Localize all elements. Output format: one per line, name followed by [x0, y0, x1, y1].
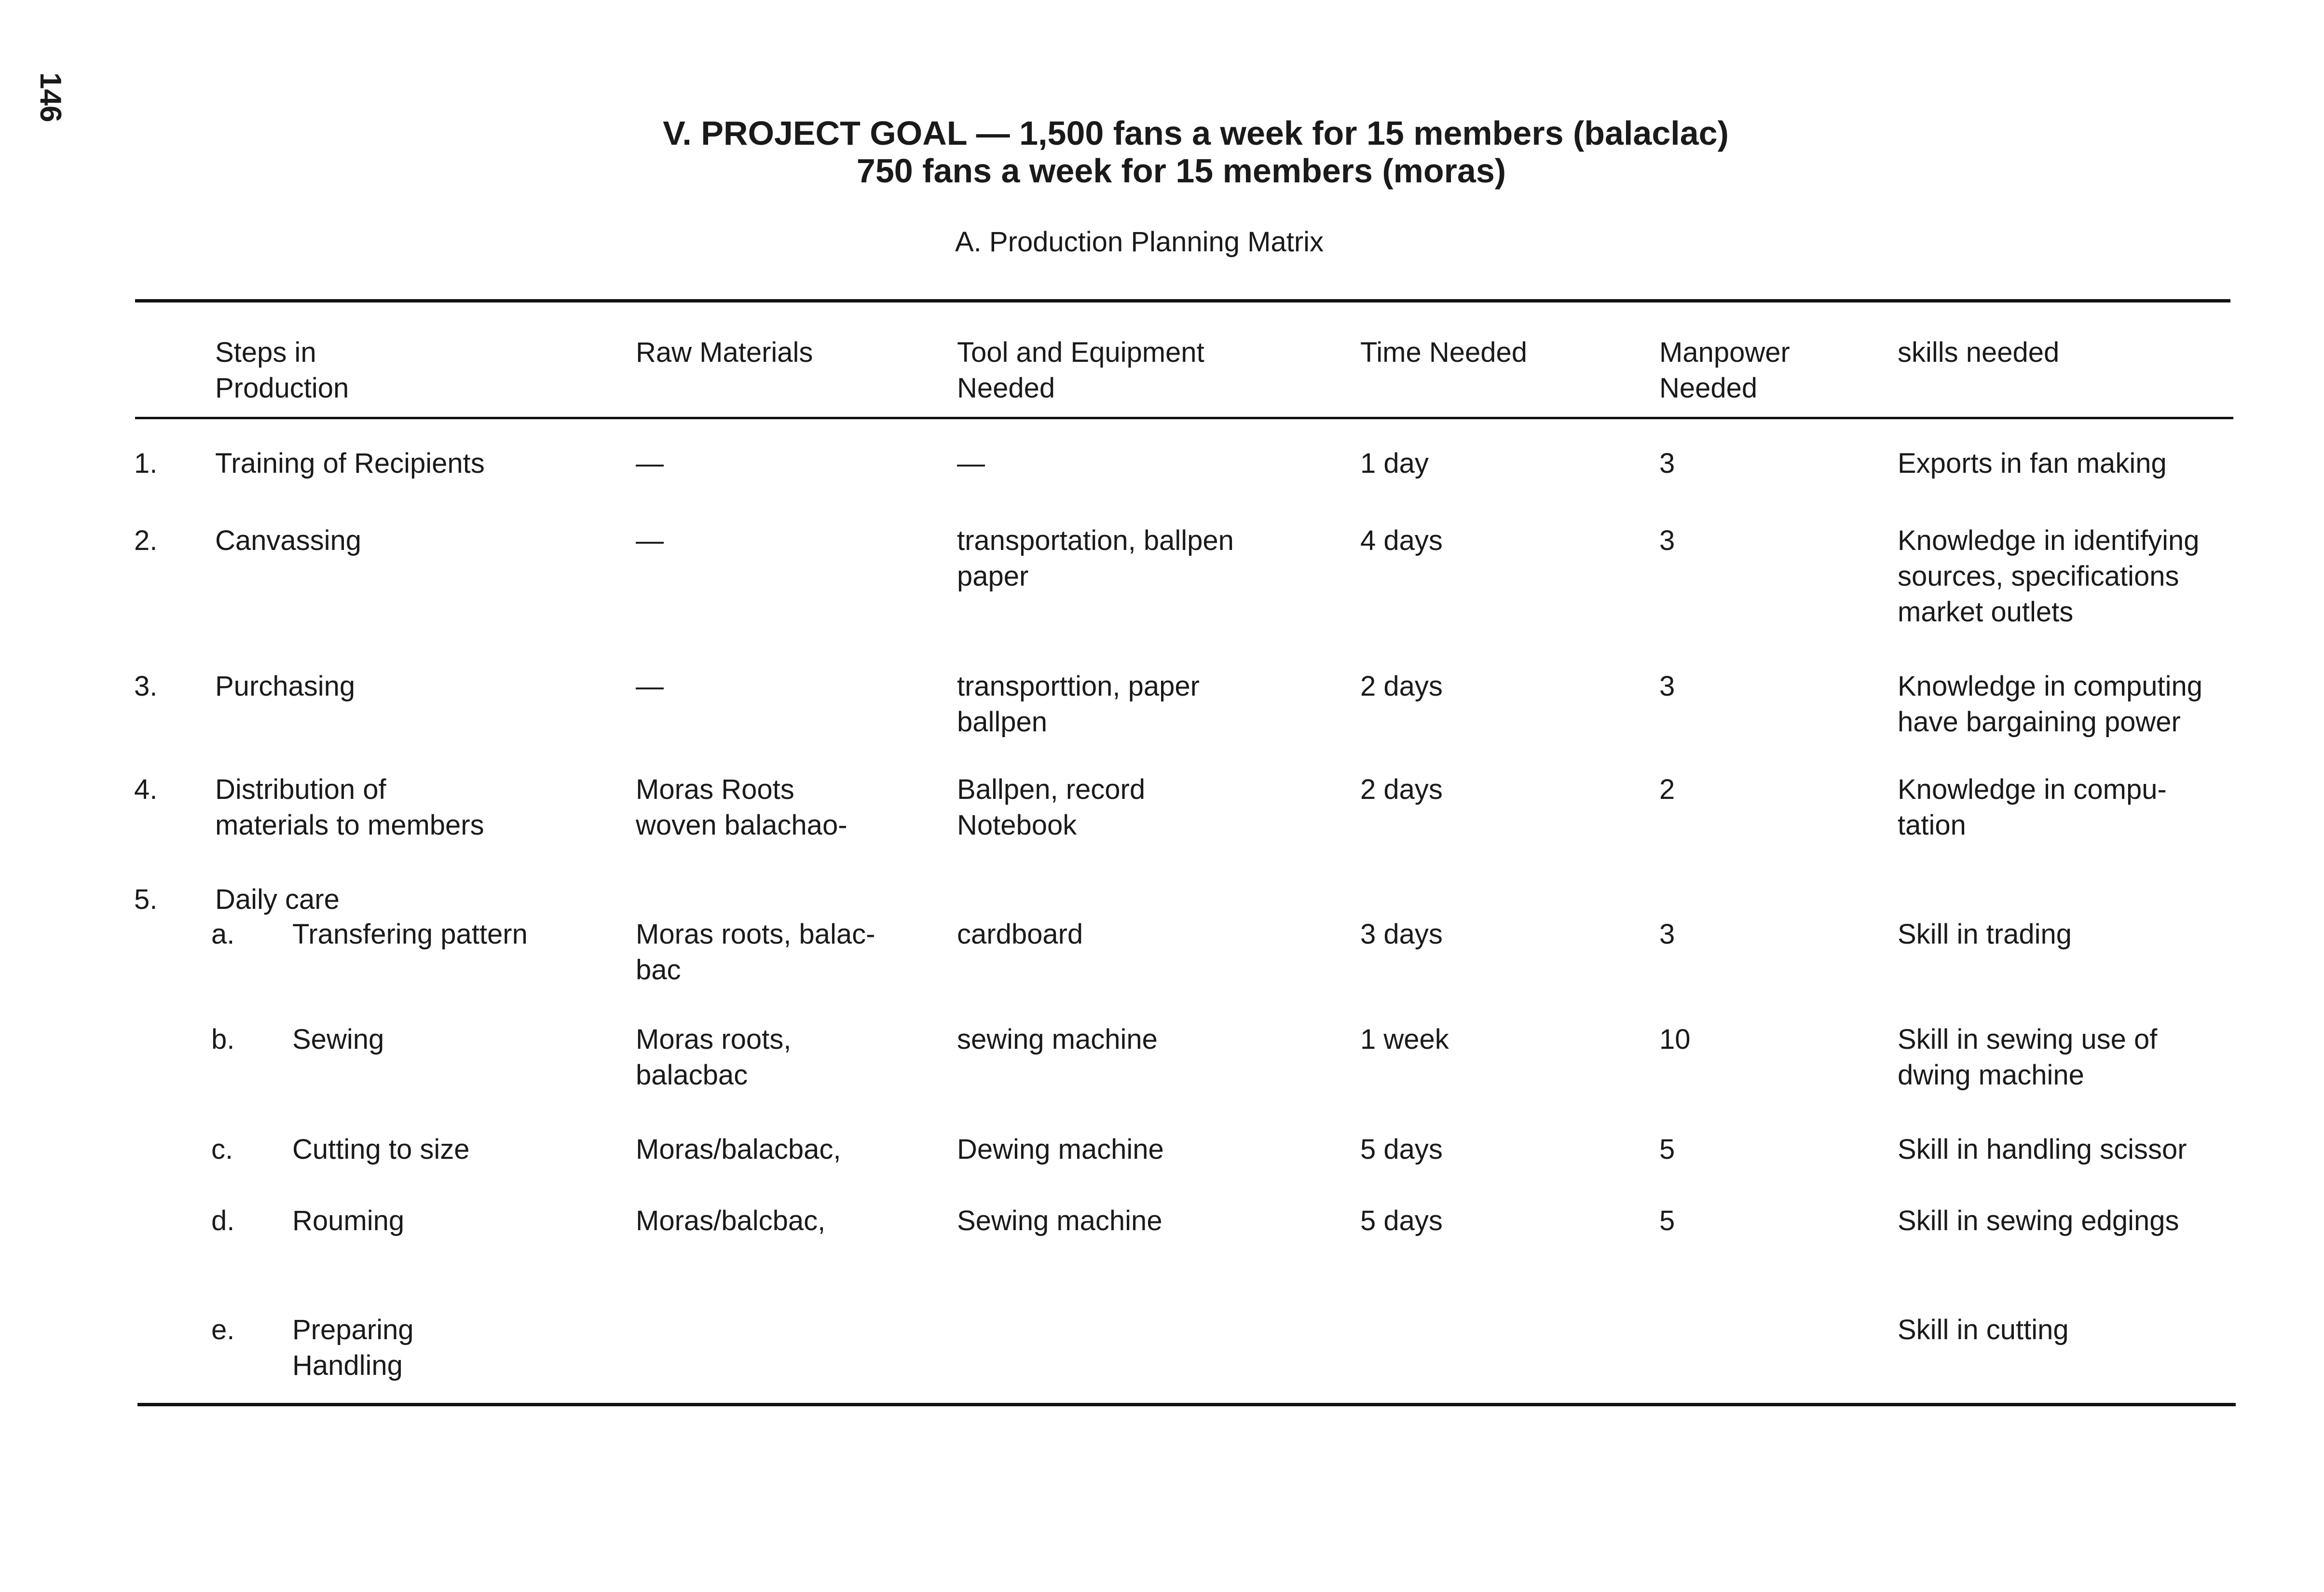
subrow-skills: Skill in sewing edgings [1898, 1205, 2179, 1236]
row-number: 2. [134, 525, 158, 556]
subrow-skills: Skill in sewing use of dwing machine [1898, 1024, 2158, 1091]
page-title-line2: 750 fans a week for 15 members (moras) [856, 152, 1506, 190]
row-time: 1 day [1360, 448, 1429, 479]
subrow-manpower: 5 [1659, 1134, 1675, 1165]
header-time: Time Needed [1360, 337, 1528, 368]
row-number: 4. [134, 774, 158, 805]
row-number: 5. [134, 884, 158, 915]
table-bottom-rule [137, 1403, 2236, 1406]
subrow-letter: c. [211, 1134, 233, 1165]
row-time: 2 days [1360, 671, 1443, 702]
row-manpower: 3 [1659, 448, 1675, 479]
row-raw: — [636, 671, 664, 702]
row-skills: Knowledge in identifying sources, specifications market outlets [1898, 525, 2200, 628]
subrow-step: Preparing Handling [292, 1314, 414, 1381]
subrow-tool: Sewing machine [957, 1205, 1162, 1236]
subrow-manpower: 10 [1659, 1024, 1691, 1055]
row-step: Daily care [215, 884, 340, 915]
row-step: Distribution of materials to members [215, 774, 484, 841]
table-header-rule [135, 417, 2233, 419]
subrow-step: Cutting to size [292, 1134, 470, 1165]
header-manpower: Manpower Needed [1659, 337, 1790, 404]
row-raw: — [636, 525, 664, 556]
row-number: 3. [134, 671, 158, 702]
subrow-time: 1 week [1360, 1024, 1449, 1055]
row-raw: Moras Roots woven balachao- [636, 774, 848, 841]
row-step: Canvassing [215, 525, 362, 556]
subrow-raw: Moras roots, balacbac [636, 1024, 792, 1091]
row-time: 2 days [1360, 774, 1443, 805]
row-tool: transportation, ballpen paper [957, 525, 1234, 592]
row-manpower: 2 [1659, 774, 1675, 805]
row-number: 1. [134, 448, 158, 479]
table-top-rule [135, 299, 2230, 302]
row-raw: — [636, 448, 664, 479]
subrow-tool: sewing machine [957, 1024, 1158, 1055]
subrow-time: 5 days [1360, 1134, 1443, 1165]
subrow-time: 5 days [1360, 1205, 1443, 1236]
page-number: 146 [34, 72, 67, 123]
header-steps: Steps in Production [215, 337, 349, 404]
subrow-step: Transfering pattern [292, 919, 528, 950]
subrow-skills: Skill in cutting [1898, 1314, 2069, 1345]
subrow-time: 3 days [1360, 919, 1443, 950]
subrow-letter: e. [211, 1314, 235, 1345]
subrow-letter: b. [211, 1024, 235, 1055]
header-tools: Tool and Equipment Needed [957, 337, 1204, 404]
subrow-raw: Moras/balacbac, [636, 1134, 841, 1165]
header-skills: skills needed [1898, 337, 2060, 368]
row-skills: Exports in fan making [1898, 448, 2167, 479]
subrow-step: Sewing [292, 1024, 384, 1055]
subrow-skills: Skill in handling scissor [1898, 1134, 2187, 1165]
subrow-letter: a. [211, 919, 235, 950]
subrow-skills: Skill in trading [1898, 919, 2072, 950]
row-skills: Knowledge in compu- tation [1898, 774, 2167, 841]
row-step: Purchasing [215, 671, 355, 702]
header-raw-materials: Raw Materials [636, 337, 813, 368]
subrow-tool: Dewing machine [957, 1134, 1164, 1165]
row-step: Training of Recipients [215, 448, 485, 479]
page-title: V. PROJECT GOAL — 1,500 fans a week for 15 members (balaclac) [663, 114, 1729, 152]
row-tool: transporttion, paper ballpen [957, 671, 1200, 738]
subrow-manpower: 3 [1659, 919, 1675, 950]
row-manpower: 3 [1659, 671, 1675, 702]
subrow-step: Rouming [292, 1205, 405, 1236]
subrow-manpower: 5 [1659, 1205, 1675, 1236]
row-time: 4 days [1360, 525, 1443, 556]
subrow-letter: d. [211, 1205, 235, 1236]
subrow-raw: Moras roots, balac- bac [636, 919, 875, 986]
row-skills: Knowledge in computing have bargaining power [1898, 671, 2202, 738]
row-manpower: 3 [1659, 525, 1675, 556]
subrow-tool: cardboard [957, 919, 1083, 950]
row-tool: Ballpen, record Notebook [957, 774, 1146, 841]
subrow-raw: Moras/balcbac, [636, 1205, 826, 1236]
row-tool: — [957, 448, 985, 479]
section-subtitle: A. Production Planning Matrix [955, 226, 1324, 258]
